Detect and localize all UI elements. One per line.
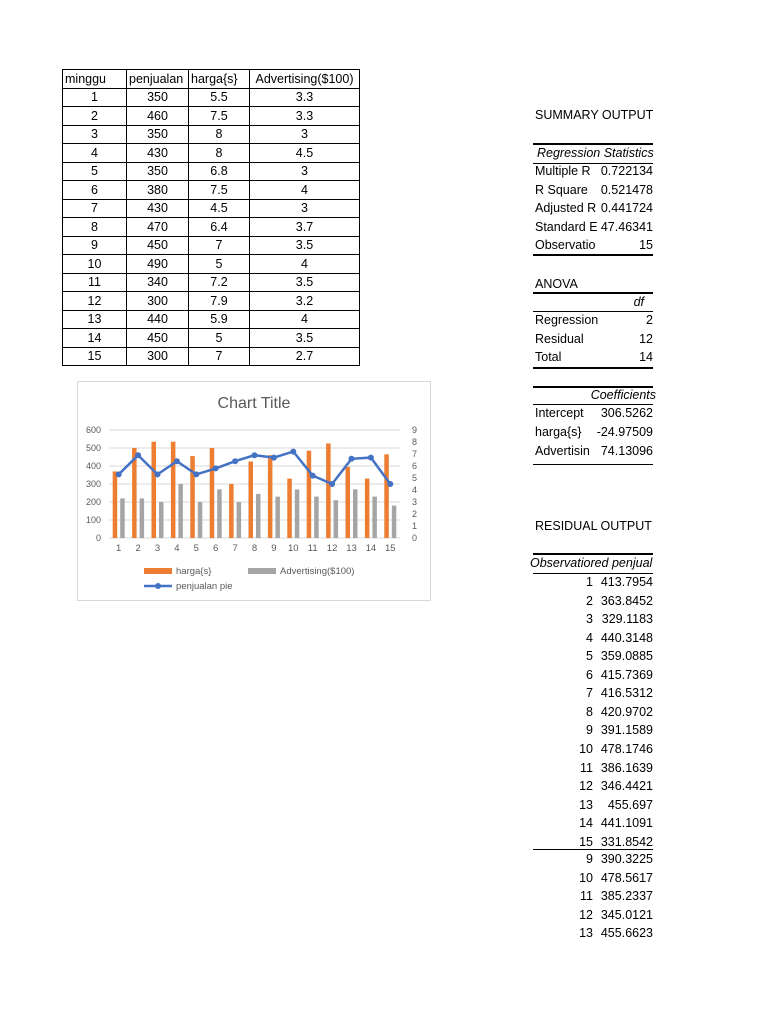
y-axis-tick-label: 100: [85, 515, 101, 525]
table-cell: 4: [63, 144, 127, 163]
y2-axis-tick-label: 9: [411, 425, 417, 435]
regression-stat-value: 15: [639, 238, 653, 253]
x-axis-tick-label: 5: [193, 543, 199, 554]
line-point: [290, 449, 296, 455]
regression-stat-label: R Square: [535, 182, 588, 197]
bar-advertising: [334, 500, 339, 538]
table-row: [63, 347, 360, 366]
table-cell: 7.5: [189, 107, 250, 126]
bar-advertising: [178, 484, 183, 538]
table-header-row: [63, 70, 360, 89]
y-axis-tick-label: 0: [95, 533, 101, 543]
regression-stat-value: 0.521478: [600, 182, 653, 197]
residual-predicted: 391.1589: [600, 723, 653, 738]
divider: [533, 367, 653, 369]
y2-axis-tick-label: 2: [411, 509, 417, 519]
table-cell: 430: [127, 144, 189, 163]
line-point: [116, 471, 122, 477]
summary-title: SUMMARY OUTPUT: [535, 108, 654, 122]
residual-predicted: 345.0121: [600, 907, 653, 922]
residual-title: RESIDUAL OUTPUT: [535, 519, 652, 533]
table-cell: 4: [250, 181, 360, 200]
bar-harga: [384, 454, 389, 538]
y2-axis-tick-label: 8: [411, 437, 417, 447]
x-axis-tick-label: 14: [365, 543, 377, 554]
table-row: [63, 236, 360, 255]
y2-axis-tick-label: 5: [411, 473, 417, 483]
y2-axis-tick-label: 7: [411, 449, 417, 459]
residual-observation: 10: [579, 870, 593, 885]
table-cell: 5: [189, 255, 250, 274]
divider: [533, 573, 653, 574]
table-cell: 3.7: [250, 218, 360, 237]
x-axis-tick-label: 2: [135, 543, 141, 554]
anova-row-label: Residual: [535, 331, 584, 346]
table-cell: 380: [127, 181, 189, 200]
residual-observation: 13: [579, 797, 593, 812]
table-row: [63, 107, 360, 126]
residual-predicted: 346.4421: [600, 779, 653, 794]
table-cell: 2: [63, 107, 127, 126]
residual-predicted: 413.7954: [600, 575, 653, 589]
bar-harga: [326, 444, 331, 539]
x-axis-tick-label: 11: [307, 543, 318, 554]
coefficient-label: Intercept: [535, 406, 584, 420]
line-point: [310, 473, 316, 479]
bar-harga: [249, 462, 254, 539]
regression-stat-label: Standard E: [535, 219, 598, 234]
table-cell: 7: [189, 347, 250, 366]
bar-advertising: [198, 502, 203, 538]
table-cell: 13: [63, 310, 127, 329]
table-cell: 3: [63, 125, 127, 144]
legend-label: penjualan pie: [176, 581, 233, 592]
table-cell: 8: [63, 218, 127, 237]
x-axis-tick-label: 13: [346, 543, 357, 554]
anova-row-value: 12: [639, 331, 653, 346]
header-advertising: Advertising($100): [250, 70, 360, 89]
x-axis-tick-label: 8: [251, 543, 258, 554]
table-row: [63, 181, 360, 200]
bar-advertising: [217, 489, 222, 538]
y-axis-tick-label: 600: [85, 425, 101, 435]
table-cell: 6: [63, 181, 127, 200]
table-cell: 3.5: [250, 329, 360, 348]
residual-predicted: 440.3148: [600, 630, 653, 645]
table-row: [63, 310, 360, 329]
residual-predicted: 331.8542: [600, 834, 653, 849]
bar-advertising: [256, 494, 261, 538]
chart-title: Chart Title: [217, 395, 291, 412]
line-point: [174, 458, 180, 464]
table-cell: 7.9: [189, 292, 250, 311]
legend-label: harga{s}: [176, 566, 212, 577]
table-cell: 7: [63, 199, 127, 218]
residual-predicted: 455.697: [607, 797, 653, 812]
table-cell: 3.3: [250, 88, 360, 107]
table-cell: 340: [127, 273, 189, 292]
bar-harga: [190, 456, 195, 538]
divider: [533, 404, 653, 405]
table-cell: 3.2: [250, 292, 360, 311]
table-cell: 3: [250, 199, 360, 218]
header-penjualan: penjualan: [127, 70, 189, 89]
table-row: [63, 125, 360, 144]
table-row: [63, 329, 360, 348]
table-cell: 7.5: [189, 181, 250, 200]
residual-observation: 8: [586, 704, 593, 719]
bar-harga: [287, 479, 292, 538]
anova-row-label: Total: [535, 350, 562, 365]
bar-advertising: [120, 498, 125, 538]
divider: [533, 464, 653, 465]
table-cell: 300: [127, 292, 189, 311]
residual-predicted: 420.9702: [600, 704, 653, 719]
x-axis-tick-label: 7: [232, 543, 238, 554]
table-cell: 3: [250, 125, 360, 144]
residual-predicted: 441.1091: [600, 816, 653, 831]
table-cell: 450: [127, 236, 189, 255]
bar-advertising: [372, 497, 377, 538]
divider: [533, 143, 653, 145]
y2-axis-tick-label: 4: [411, 485, 417, 495]
table-row: [63, 273, 360, 292]
table-row: [63, 218, 360, 237]
table-cell: 11: [63, 273, 127, 292]
line-point: [252, 452, 258, 458]
bar-harga: [346, 467, 351, 538]
y-axis-tick-label: 500: [85, 443, 101, 453]
residual-observation: 2: [586, 593, 593, 608]
bar-harga: [268, 455, 273, 538]
table-cell: 3.5: [250, 273, 360, 292]
y-axis-tick-label: 300: [85, 479, 101, 489]
table-cell: 350: [127, 88, 189, 107]
table-cell: 1: [63, 88, 127, 107]
table-cell: 3.3: [250, 107, 360, 126]
y2-axis-tick-label: 3: [411, 497, 417, 507]
regression-stats-header: Regression Statistics: [537, 146, 654, 160]
residual-observation: 15: [579, 834, 593, 849]
line-point: [193, 471, 199, 477]
table-cell: 9: [63, 236, 127, 255]
residual-observation: 12: [579, 779, 593, 794]
x-axis-tick-label: 10: [288, 543, 299, 554]
coefficients-header: Coefficients: [590, 388, 656, 402]
x-axis-tick-label: 6: [213, 543, 219, 554]
residual-observation: 5: [586, 649, 593, 664]
residual-header: Observatiored penjual: [530, 556, 653, 570]
y-axis-tick-label: 200: [85, 497, 101, 507]
residual-predicted: 455.6623: [600, 926, 653, 941]
table-cell: 10: [63, 255, 127, 274]
residual-observation: 13: [579, 926, 593, 941]
x-axis-tick-label: 3: [154, 543, 161, 554]
legend-swatch: [248, 568, 276, 574]
x-axis-tick-label: 4: [174, 543, 180, 554]
x-axis-tick-label: 1: [116, 543, 122, 554]
bar-harga: [307, 451, 312, 538]
residual-predicted: 478.1746: [600, 741, 653, 756]
coefficient-value: 306.5262: [600, 406, 653, 420]
bar-advertising: [353, 489, 358, 538]
line-point: [387, 481, 393, 487]
bar-advertising: [314, 497, 319, 538]
table-cell: 4: [250, 255, 360, 274]
table-cell: 440: [127, 310, 189, 329]
table-cell: 8: [189, 144, 250, 163]
bar-advertising: [140, 498, 145, 538]
regression-stat-value: 0.441724: [600, 201, 653, 216]
x-axis-tick-label: 12: [326, 543, 338, 554]
coefficient-value: -24.97509: [596, 425, 653, 439]
residual-observation: 3: [586, 612, 593, 627]
regression-stat-label: Observatio: [535, 238, 596, 253]
table-cell: 450: [127, 329, 189, 348]
line-point: [155, 471, 161, 477]
residual-observation: 12: [579, 907, 593, 922]
table-cell: 14: [63, 329, 127, 348]
chart[interactable]: [77, 381, 431, 601]
table-cell: 430: [127, 199, 189, 218]
legend-label: Advertising($100): [280, 566, 355, 577]
divider: [533, 849, 653, 850]
table-cell: 460: [127, 107, 189, 126]
y-axis-tick-label: 400: [85, 461, 101, 471]
residual-observation: 11: [580, 760, 593, 775]
table-cell: 4.5: [189, 199, 250, 218]
y2-axis-tick-label: 0: [411, 533, 417, 543]
table-row: [63, 144, 360, 163]
regression-stat-value: 0.722134: [600, 164, 653, 178]
y2-axis-tick-label: 6: [411, 461, 417, 471]
bar-harga: [113, 471, 118, 538]
bar-harga: [210, 448, 215, 538]
residual-observation: 14: [579, 816, 593, 831]
table-cell: 7: [189, 236, 250, 255]
bar-advertising: [237, 502, 242, 538]
bar-harga: [229, 484, 234, 538]
divider: [533, 254, 653, 256]
table-row: [63, 88, 360, 107]
residual-predicted: 416.5312: [600, 686, 653, 701]
table-cell: 3: [250, 162, 360, 181]
table-cell: 350: [127, 162, 189, 181]
x-axis-tick-label: 15: [385, 543, 396, 554]
table-cell: 4.5: [250, 144, 360, 163]
residual-predicted: 363.8452: [600, 593, 653, 608]
table-row: [63, 199, 360, 218]
y2-axis-tick-label: 1: [411, 521, 417, 531]
residual-observation: 4: [586, 630, 593, 645]
legend-swatch: [144, 568, 172, 574]
coefficient-value: 74.13096: [600, 444, 653, 458]
table-cell: 5.9: [189, 310, 250, 329]
line-point: [135, 452, 141, 458]
residual-predicted: 386.1639: [600, 760, 653, 775]
coefficient-label: Advertisin: [535, 444, 590, 458]
header-minggu: minggu: [63, 70, 127, 89]
residual-observation: 9: [586, 852, 593, 866]
table-cell: 5.5: [189, 88, 250, 107]
residual-observation: 10: [579, 741, 593, 756]
table-cell: 350: [127, 125, 189, 144]
anova-df-header: df: [633, 295, 644, 309]
table-row: [63, 292, 360, 311]
bar-harga: [365, 479, 370, 538]
residual-predicted: 478.5617: [600, 870, 653, 885]
line-point: [213, 465, 219, 471]
divider: [533, 553, 653, 555]
table-cell: 5: [189, 329, 250, 348]
table-cell: 6.8: [189, 162, 250, 181]
residual-observation: 9: [586, 723, 593, 738]
table-cell: 4: [250, 310, 360, 329]
residual-observation: 6: [586, 667, 593, 682]
regression-stat-value: 47.46341: [600, 219, 653, 234]
line-point: [271, 455, 277, 461]
table-cell: 5: [63, 162, 127, 181]
table-cell: 3.5: [250, 236, 360, 255]
divider: [533, 292, 653, 294]
table-cell: 490: [127, 255, 189, 274]
table-row: [63, 255, 360, 274]
line-point: [349, 456, 355, 462]
table-cell: 2.7: [250, 347, 360, 366]
residual-predicted: 329.1183: [601, 612, 653, 627]
residual-predicted: 390.3225: [600, 852, 653, 866]
line-point: [368, 455, 374, 461]
anova-title: ANOVA: [535, 277, 578, 291]
legend-marker: [155, 583, 161, 589]
table-cell: 15: [63, 347, 127, 366]
bar-advertising: [159, 502, 164, 538]
bar-harga: [152, 442, 157, 538]
bar-advertising: [392, 506, 397, 538]
table-cell: 12: [63, 292, 127, 311]
table-cell: 470: [127, 218, 189, 237]
residual-predicted: 359.0885: [600, 649, 653, 664]
residual-observation: 1: [586, 575, 593, 589]
regression-stat-label: Adjusted R: [535, 201, 597, 216]
line-point: [232, 458, 238, 464]
coefficient-label: harga{s}: [535, 425, 582, 439]
residual-predicted: 415.7369: [600, 667, 653, 682]
chart-svg: [78, 382, 430, 600]
bar-advertising: [295, 489, 300, 538]
residual-predicted: 385.2337: [600, 889, 653, 904]
table-cell: 6.4: [189, 218, 250, 237]
table-row: [63, 162, 360, 181]
table-cell: 8: [189, 125, 250, 144]
table-body: [63, 88, 360, 366]
x-axis-tick-label: 9: [271, 543, 277, 554]
residual-observation: 11: [580, 889, 593, 904]
anova-row-value: 2: [646, 313, 653, 327]
anova-row-label: Regression: [535, 313, 599, 327]
table-cell: 7.2: [189, 273, 250, 292]
bar-harga: [171, 442, 176, 538]
divider: [533, 311, 653, 312]
anova-row-value: 14: [639, 350, 653, 365]
regression-stat-label: Multiple R: [535, 164, 591, 178]
table-cell: 300: [127, 347, 189, 366]
bar-advertising: [275, 497, 280, 538]
header-harga: harga{s}: [189, 70, 250, 89]
residual-observation: 7: [586, 686, 593, 701]
line-point: [329, 481, 335, 487]
data-table: [62, 69, 360, 366]
